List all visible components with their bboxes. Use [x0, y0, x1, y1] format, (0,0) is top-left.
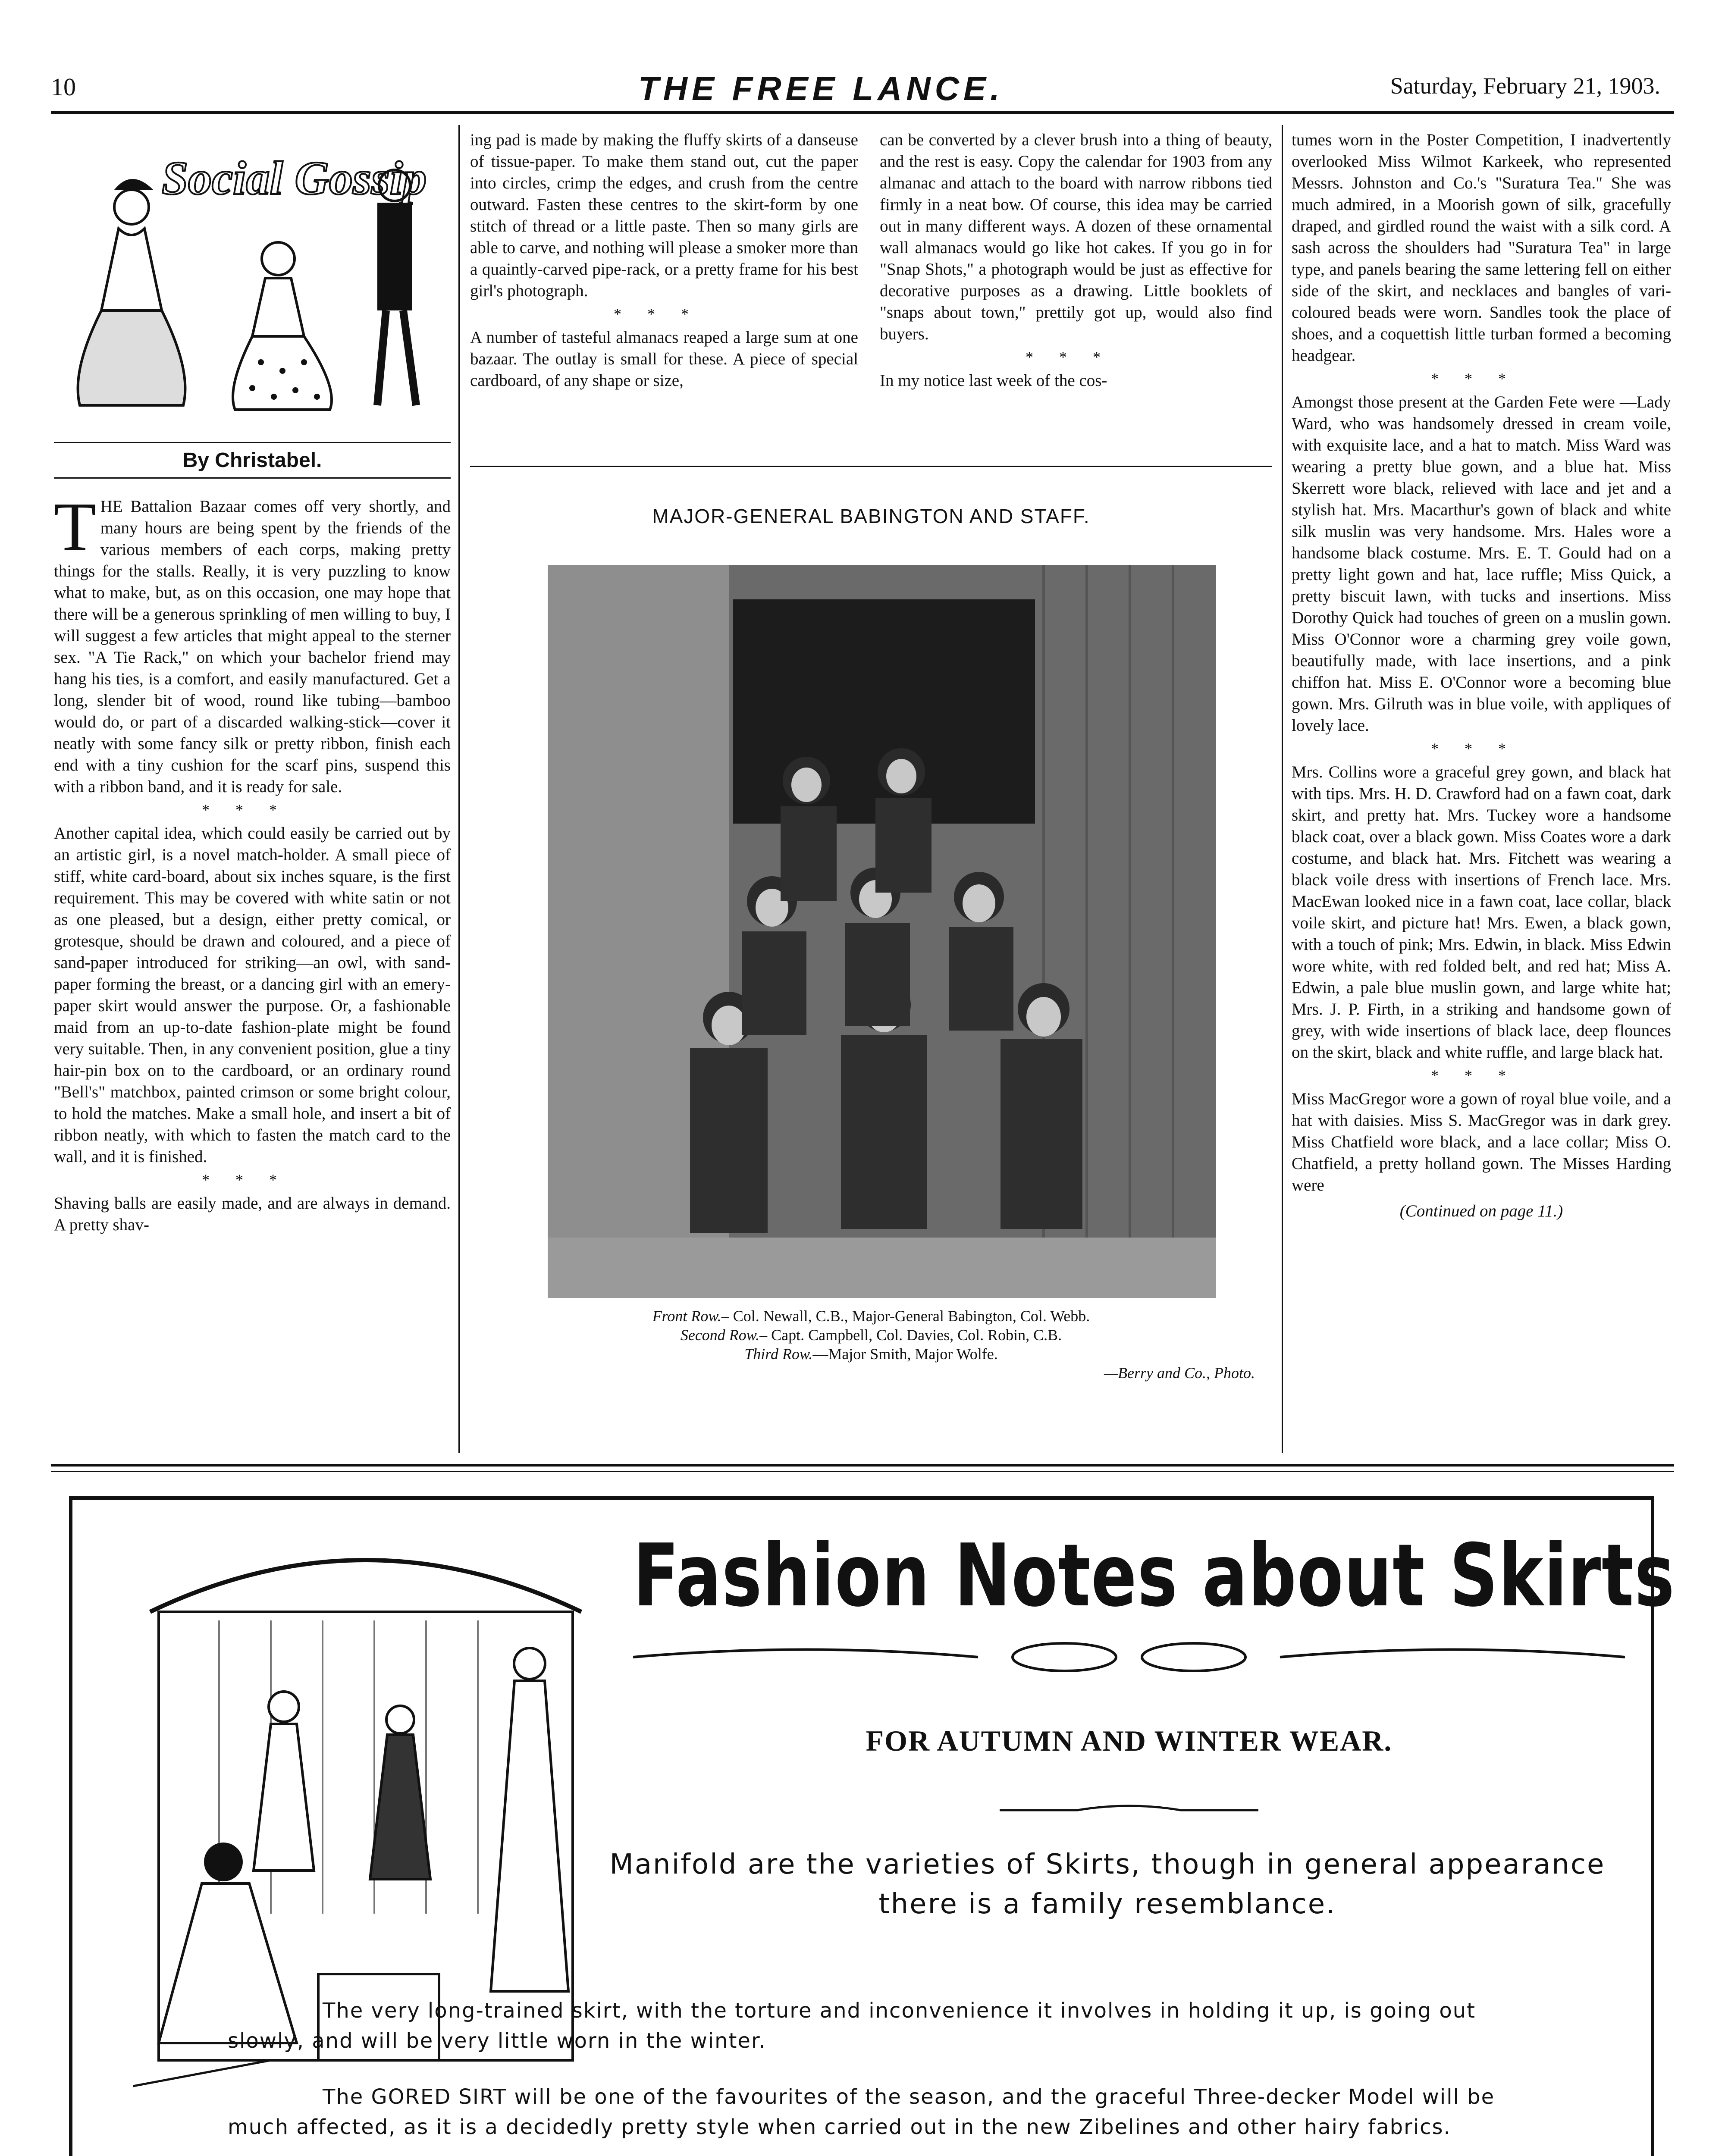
issue-date: Saturday, February 21, 1903. — [1390, 73, 1660, 99]
photo-credit: —Berry and Co., Photo. — [1104, 1364, 1255, 1382]
photo-title: MAJOR-GENERAL BABINGTON AND STAFF. — [652, 505, 1090, 527]
section-stars: *** — [1431, 370, 1532, 387]
subtitle-ornament — [1000, 1802, 1258, 1819]
paragraph: Shaving balls are easily made, and are always in demand. A pretty shav- — [54, 1194, 451, 1234]
caption-front-row: Front Row.– Col. Newall, C.B., Major-General Babington, Col. Webb. — [652, 1307, 1090, 1325]
column-4 — [1292, 129, 1671, 1449]
column-divider — [1282, 125, 1283, 1453]
byline-rule — [54, 442, 451, 443]
social-gossip-illustration — [54, 129, 451, 423]
page-number: 10 — [51, 73, 76, 101]
drop-cap: T — [54, 496, 96, 565]
paragraph: Miss MacGregor wore a gown of royal blue voile, and a hat with daisies. Miss S. MacGregor was in dark grey. Miss Chatfield wore black, and a lace collar; Miss O. Chatfield, a pretty holland gown. The Misses Harding were — [1292, 1090, 1671, 1194]
column-1 — [54, 129, 451, 1453]
article-body-col1 — [54, 496, 451, 1479]
column-2 — [470, 129, 858, 461]
group-photo — [548, 565, 1216, 1298]
caption-third-row: Third Row.—Major Smith, Major Wolfe. — [744, 1345, 998, 1363]
continued-note: (Continued on page 11.) — [1399, 1202, 1563, 1220]
section-stars: *** — [202, 801, 303, 818]
section-stars: *** — [1431, 1067, 1532, 1084]
paragraph: Another capital idea, which could easily be carried out by an artistic girl, is a novel match-holder. A small piece of stiff, white card-board, about six inches square, is the first requirement. This may be covered with white satin or not as one pleased, but a design, either pretty comical, or grotesque, should be drawn and coloured, and a piece of sand-paper introduced for striking—an owl, with sand-paper forming the breast, or a dancing girl with an emery-paper skirt would answer the purpose. Or, a fashionable maid from an up-to-date fashion-plate might be found very suitable. Then, in any convenient position, glue a tiny hair-pin box on to the cardboard, or an ordinary round "Bell's" matchbox, painted crimson or some bright colour, to hold the matches. Make a small hole, and insert a bit of ribbon neatly, with which to fasten the match card to the wall, and it is finished. — [54, 824, 451, 1166]
advert-top-rule — [51, 1471, 1674, 1472]
section-stars: *** — [1431, 740, 1532, 757]
header-rule — [51, 111, 1674, 114]
photo-section-rule — [470, 466, 1272, 467]
title-ornament — [633, 1638, 1625, 1677]
advert-body — [228, 1996, 1521, 2156]
advert-top-rule — [51, 1464, 1674, 1467]
paragraph: In my notice last week of the cos- — [880, 371, 1107, 390]
advert-subtitle: FOR AUTUMN AND WINTER WEAR. — [866, 1724, 1393, 1757]
paragraph: Mrs. Collins wore a graceful grey gown, and black hat with tips. Mrs. H. D. Crawford had on a fawn coat, dark skirt, and pretty hat. Mrs. Tuckey wore a handsome black coat, over a black gown. Miss Coates wore a dark costume, and black hat. Mrs. Fitchett was wearing a black voile dress with insertions of French lace. Mrs. MacEwan looked nice in a fawn coat, lace collar, black voile skirt, and picture hat! Mrs. Ewen, a black gown, with a touch of pink; Mrs. Edwin, in black. Miss Edwin wore white, with red folded belt, and red hat; Miss A. Edwin, a pale blue muslin gown, and large white hat; Mrs. J. P. Firth, in a striking and handsome gown of grey, with wide insertions of black lace, deep flounces on the skirt, black and white ruffle, and large black hat. — [1292, 763, 1671, 1062]
section-stars: *** — [202, 1171, 303, 1188]
advert-lead: Manifold are the varieties of Skirts, though in general appearance there is a family resemblance. — [609, 1849, 1606, 1920]
skirts-advertisement — [69, 1496, 1675, 2156]
byline: By Christabel. — [182, 449, 322, 472]
advert-paragraph: The very long-trained skirt, with the torture and inconvenience it involves in holding it up, is going out slowly, and will be very little worn in the winter. — [228, 1999, 1476, 2053]
paragraph: can be converted by a clever brush into a thing of beauty, and the rest is easy. Copy the calendar for 1903 from any almanac and attach to the board with narrow ribbons tied firmly in a neat bow. Of course, this idea may be carried out in many different ways. A dozen of these ornamental wall almanacs would go like hot cakes. If you go in for "Snap Shots," a photograph would be just as effective for decorative purposes as a drawing. Little booklets of "snaps about town," prettily got up, would also find buyers. — [880, 131, 1272, 343]
paragraph: ing pad is made by making the fluffy skirts of a danseuse of tissue-paper. To make them stand out, cut the paper into circles, crimp the edges, and crush from the centre outward. Fasten these centres to the skirt-form by one stitch of thread or a little paste. Then so many girls are able to carve, and nothing will please a smoker more than a quaintly-carved pipe-rack, or a pretty frame for his best girl's photograph. — [470, 131, 858, 300]
paragraph: Amongst those present at the Garden Fete were —Lady Ward, who was handsomely dressed in cream voile, with exquisite lace, and a hat to match. Miss Ward was wearing a pretty blue gown, and a blue hat. Miss Skerrett wore black, relieved with lace and jet and a stylish hat. Mrs. Macarthur's gown of black and white silk muslin was very handsome. Mrs. Hales wore a handsome black costume. Mrs. E. T. Gould had on a pretty light gown and hat, lace ruffle; Miss Quick, a pretty biscuit lawn, with tucks and insertions. Miss Dorothy Quick had touches of green on a muslin gown. Miss O'Connor wore a charming grey voile gown, beautifully made, with lace insertions, and a pink chiffon hat. Miss E. O'Connor wore a becoming blue gown. Mrs. Gilruth was in blue voile, with appliques of lovely lace. — [1292, 393, 1671, 735]
advert-paragraph: The GORED SIRT will be one of the favourites of the season, and the graceful Three-decker Model will be much affected, as it is a decidedly pretty style when carried out in the new Zibelines and other hairy fabrics. — [228, 2085, 1495, 2139]
section-stars: *** — [614, 305, 715, 323]
advert-title: Fashion Notes about Skirts — [633, 1526, 1675, 1626]
section-stars: *** — [1026, 348, 1126, 366]
photo-caption — [470, 1307, 1272, 1382]
paragraph: tumes worn in the Poster Competition, I inadvertently overlooked Miss Wilmot Karkeek, who represented Messrs. Johnston and Co.'s "Suratura Tea." She was much admired, in a Moorish gown of silk, gracefully draped, and girdled round the waist with a silk cord. A sash across the shoulders had "Suratura Tea" in large type, and panels bearing the same lettering fell on either side of the skirt, and necklaces and bangles of vari-coloured beads were worn. Sandles took the place of shoes, and a coquettish little turban formed a becoming headgear. — [1292, 131, 1671, 365]
column-3 — [880, 129, 1272, 461]
svg-text:Social Gossip: Social Gossip — [162, 152, 427, 204]
paragraph: A number of tasteful almanacs reaped a large sum at one bazaar. The outlay is small for these. A piece of special cardboard, of any shape or size, — [470, 328, 858, 390]
group-photo-image — [548, 565, 1216, 1298]
paragraph: HE Battalion Bazaar comes off very shortly, and many hours are being spent by the friends of the various members of each corps, making pretty things for the stalls. Really, it is very puzzling to know what to make, but, as on this occasion, one may hope that there will be a generous sprinkling of men willing to buy, I will suggest a few articles that might appeal to the sterner sex. "A Tie Rack," on which your bachelor friend may hang his ties, is a comfort, and easily manufactured. Get a long, slender bit of wood, round like tubing—bamboo would do, or part of a discarded walking-stick—cover it neatly with some fancy silk or pretty ribbon, finish each end with a tiny cushion for the scarf pins, suspend this with a ribbon band, and it is ready for sale. — [54, 497, 451, 796]
column-divider — [458, 125, 460, 1453]
caption-second-row: Second Row.– Capt. Campbell, Col. Davies, Col. Robin, C.B. — [680, 1326, 1062, 1344]
byline-rule — [54, 477, 451, 479]
publication-title: THE FREE LANCE. — [638, 69, 1004, 107]
